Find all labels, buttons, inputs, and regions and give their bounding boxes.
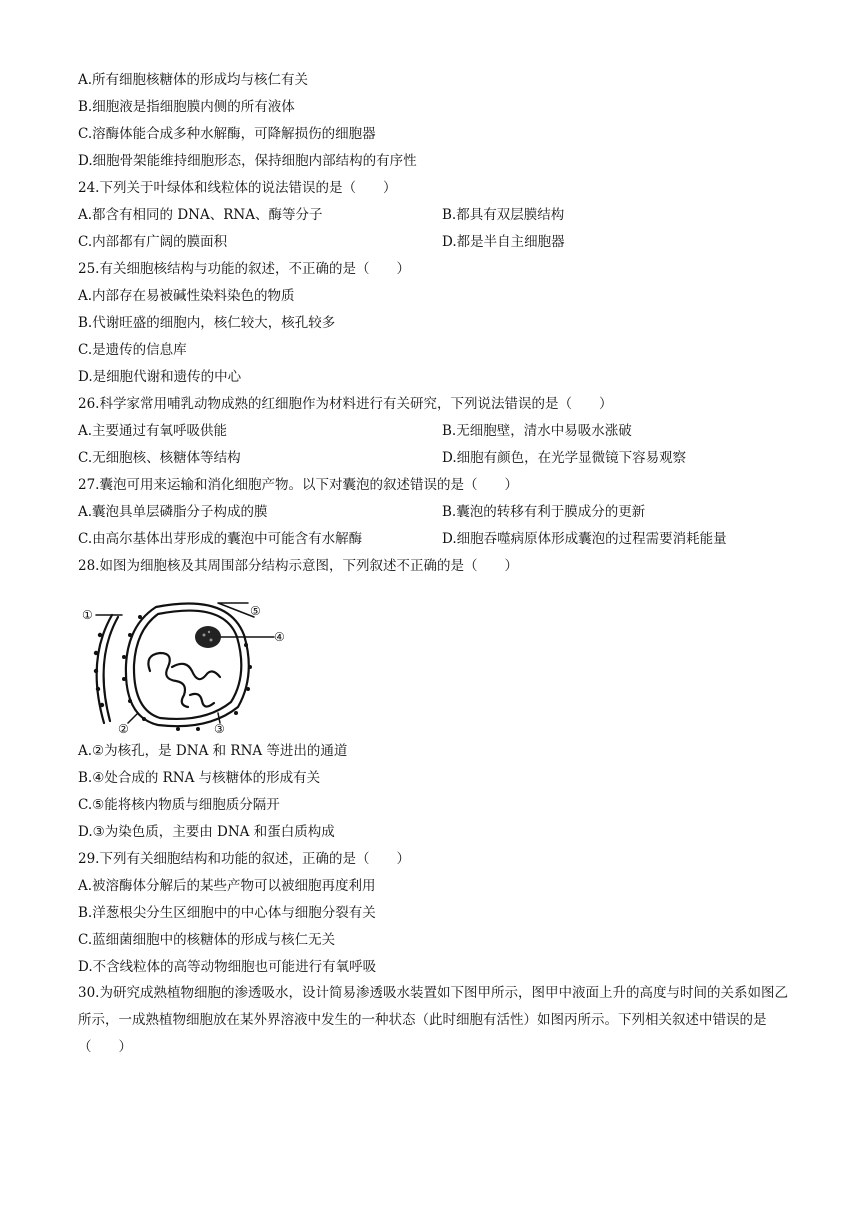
q26-option-a: A.主要通过有氧呼吸供能 xyxy=(78,423,228,439)
q28-option-d: D.③为染色质，主要由 DNA 和蛋白质构成 xyxy=(78,824,335,840)
q26-option-d: D.细胞有颜色，在光学显微镜下容易观察 xyxy=(442,450,687,466)
q26-stem: 26.科学家常用哺乳动物成熟的红细胞作为材料进行有关研究，下列说法错误的是（ ） xyxy=(78,396,613,412)
q28-stem: 28.如图为细胞核及其周围部分结构示意图，下列叙述不正确的是（ ） xyxy=(78,558,518,574)
q25-option-a: A.内部存在易被碱性染料染色的物质 xyxy=(78,288,295,304)
q26-option-c: C.无细胞核、核糖体等结构 xyxy=(78,450,241,466)
q29-option-c: C.蓝细菌细胞中的核糖体的形成与核仁无关 xyxy=(78,932,336,948)
q29-option-b: B.洋葱根尖分生区细胞中的中心体与细胞分裂有关 xyxy=(78,905,376,921)
nucleus-structure-figure xyxy=(78,595,298,735)
figure-label-4: ④ xyxy=(274,630,285,644)
q29-option-d: D.不含线粒体的高等动物细胞也可能进行有氧呼吸 xyxy=(78,959,377,975)
q29-stem: 29.下列有关细胞结构和功能的叙述，正确的是（ ） xyxy=(78,851,410,867)
q24-stem: 24.下列关于叶绿体和线粒体的说法错误的是（ ） xyxy=(78,180,397,196)
figure-label-1: ① xyxy=(82,608,93,622)
q27-stem: 27.囊泡可用来运输和消化细胞产物。以下对囊泡的叙述错误的是（ ） xyxy=(78,477,518,493)
q25-option-c: C.是遗传的信息库 xyxy=(78,342,187,358)
q25-option-d: D.是细胞代谢和遗传的中心 xyxy=(78,369,242,385)
q23-option-a: A.所有细胞核糖体的形成均与核仁有关 xyxy=(78,72,309,88)
q23-option-b: B.细胞液是指细胞膜内侧的所有液体 xyxy=(78,99,295,115)
q24-option-c: C.内部都有广阔的膜面积 xyxy=(78,234,228,250)
q27-option-d: D.细胞吞噬病原体形成囊泡的过程需要消耗能量 xyxy=(442,531,727,547)
q30-stem: 30.为研究成熟植物细胞的渗透吸水，设计简易渗透吸水装置如下图甲所示，图甲中液面上升的高度与时间的关系如图乙所示，一成熟植物细胞放在某外界溶液中发生的一种状态（此时细胞有活性）如图丙所示。下列相关叙述中错误的是（ ） xyxy=(78,985,788,1055)
q28-option-b: B.④处合成的 RNA 与核糖体的形成有关 xyxy=(78,770,321,786)
q24-option-a: A.都含有相同的 DNA、RNA、酶等分子 xyxy=(78,207,323,223)
q24-option-d: D.都是半自主细胞器 xyxy=(442,234,565,250)
q27-option-b: B.囊泡的转移有利于膜成分的更新 xyxy=(442,504,646,520)
q27-option-a: A.囊泡具单层磷脂分子构成的膜 xyxy=(78,504,268,520)
figure-label-2: ② xyxy=(118,722,129,735)
q23-option-d: D.细胞骨架能维持细胞形态，保持细胞内部结构的有序性 xyxy=(78,153,417,169)
figure-label-3: ③ xyxy=(214,722,225,735)
q25-stem: 25.有关细胞核结构与功能的叙述，不正确的是（ ） xyxy=(78,261,410,277)
figure-label-5: ⑤ xyxy=(250,604,261,618)
q27-option-c: C.由高尔基体出芽形成的囊泡中可能含有水解酶 xyxy=(78,531,363,547)
q28-option-c: C.⑤能将核内物质与细胞质分隔开 xyxy=(78,797,280,813)
q29-option-a: A.被溶酶体分解后的某些产物可以被细胞再度利用 xyxy=(78,878,376,894)
q23-option-c: C.溶酶体能合成多种水解酶，可降解损伤的细胞器 xyxy=(78,126,376,142)
q24-option-b: B.都具有双层膜结构 xyxy=(442,207,565,223)
q28-option-a: A.②为核孔，是 DNA 和 RNA 等进出的通道 xyxy=(78,743,348,759)
q26-option-b: B.无细胞壁，清水中易吸水涨破 xyxy=(442,423,632,439)
q25-option-b: B.代谢旺盛的细胞内，核仁较大，核孔较多 xyxy=(78,315,336,331)
